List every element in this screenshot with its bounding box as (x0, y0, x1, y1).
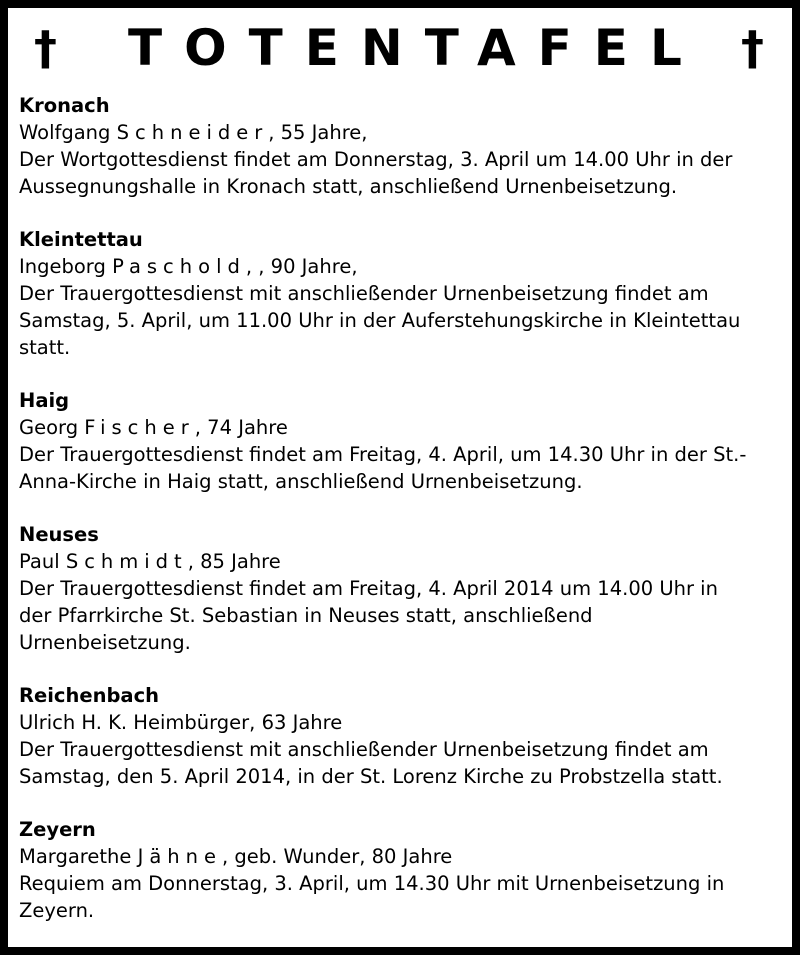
name-details: , , 90 Jahre, (245, 255, 358, 278)
name-details: , 85 Jahre (187, 550, 281, 573)
service-line: Der Trauergottesdienst findet am Freitag, 4. April, um 14.30 Uhr in der St.- (19, 443, 747, 466)
entry-kleintettau (19, 226, 789, 361)
place-heading: Reichenbach (19, 684, 160, 707)
deceased-line (19, 253, 789, 280)
service-line: Urnenbeisetzung. (19, 631, 191, 654)
service-line: der Pfarrkirche St. Sebastian in Neuses statt, anschließend (19, 604, 593, 627)
service-line: Aussegnungshalle in Kronach statt, anschließend Urnenbeisetzung. (19, 175, 678, 198)
entries-list (19, 92, 789, 924)
cross-icon-left: † (34, 21, 57, 75)
first-name: Ingeborg (19, 255, 106, 278)
deceased-line (19, 843, 789, 870)
deceased-line (19, 119, 789, 146)
place-heading: Haig (19, 389, 70, 412)
full-name: Ulrich H. K. Heimbürger, 63 Jahre (19, 711, 343, 734)
place-heading: Zeyern (19, 818, 96, 841)
deceased-line (19, 548, 789, 575)
name-details: , 55 Jahre, (268, 121, 368, 144)
service-line: Samstag, den 5. April 2014, in der St. Lorenz Kirche zu Probstzella statt. (19, 765, 723, 788)
service-line: Der Trauergottesdienst findet am Freitag, 4. April 2014 um 14.00 Uhr in (19, 577, 718, 600)
service-line: Zeyern. (19, 899, 95, 922)
service-line: statt. (19, 336, 71, 359)
surname: Paschold (112, 255, 246, 278)
deceased-line (19, 414, 789, 441)
service-line: Anna-Kirche in Haig statt, anschließend Urnenbeisetzung. (19, 470, 583, 493)
service-line: Der Trauergottesdienst mit anschließender Urnenbeisetzung findet am (19, 282, 709, 305)
place-heading: Kronach (19, 94, 110, 117)
page-title: TOTENTAFEL (128, 19, 704, 77)
first-name: Margarethe (19, 845, 132, 868)
header (8, 16, 792, 86)
place-heading: Neuses (19, 523, 99, 546)
first-name: Georg (19, 416, 79, 439)
name-details: , geb. Wunder, 80 Jahre (222, 845, 453, 868)
cross-icon-right: † (741, 21, 764, 75)
entry-zeyern (19, 816, 789, 924)
entry-kronach (19, 92, 789, 200)
entry-neuses (19, 521, 789, 656)
service-line: Requiem am Donnerstag, 3. April, um 14.30 Uhr mit Urnenbeisetzung in (19, 872, 725, 895)
first-name: Wolfgang (19, 121, 111, 144)
surname: Fischer (84, 416, 195, 439)
surname: Schmidt (65, 550, 188, 573)
deceased-line (19, 709, 789, 736)
place-heading: Kleintettau (19, 228, 143, 251)
surname: Schneider (116, 121, 269, 144)
first-name: Paul (19, 550, 60, 573)
entry-haig (19, 387, 789, 495)
service-line: Der Wortgottesdienst findet am Donnerstag, 3. April um 14.00 Uhr in der (19, 148, 733, 171)
surname: Jähne (137, 845, 222, 868)
name-details: , 74 Jahre (194, 416, 288, 439)
service-line: Samstag, 5. April, um 11.00 Uhr in der Auferstehungskirche in Kleintettau (19, 309, 741, 332)
entry-reichenbach (19, 682, 789, 790)
service-line: Der Trauergottesdienst mit anschließender Urnenbeisetzung findet am (19, 738, 709, 761)
